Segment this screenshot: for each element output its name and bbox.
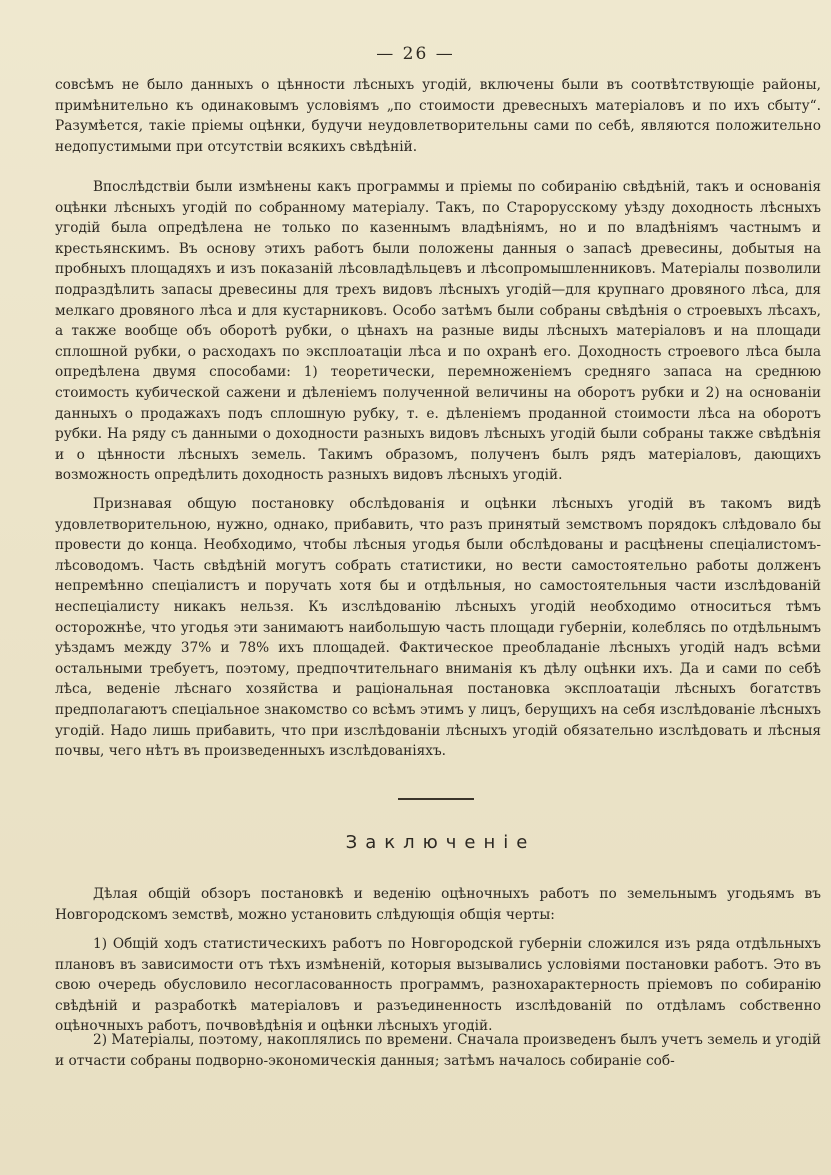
body-paragraph-1: совсѣмъ не было данныхъ о цѣнности лѣсныхъ угодій, включены были въ соотвѣтствующіе районы, примѣнительно къ одинаковымъ условіямъ „по стоимости древесныхъ матеріаловъ и по ихъ сбыту“. Разумѣется, такіе пріемы оцѣнки, будучи неудовлетворительны сами по себѣ, являются положительно недопустимыми при отсутствіи всякихъ свѣдѣній. [55,77,821,155]
conclusion-paragraph-2: 1) Общій ходъ статистическихъ работъ по Новгородской губерніи сложился изъ ряда отдѣльныхъ плановъ въ зависимости отъ тѣхъ измѣненій, которыя вызывались условіями постановки работъ. Это въ свою очередь обусловило несогласованность программъ, разнохарактерность пріемовъ по собиранію свѣдѣній и разработкѣ матеріаловъ и разъединенность изслѣдованій по отдѣламъ собственно оцѣночныхъ работъ, почвовѣдѣнія и оцѣнки лѣсныхъ угодій. [55,936,821,1035]
conclusion-paragraph-1: Дѣлая общій обзоръ постановкѣ и веденію оцѣночныхъ работъ по земельнымъ угодьямъ въ Новгородскомъ земствѣ, можно установить слѣдующія общія черты: [55,886,821,923]
section-heading: Заключеніе [345,832,536,853]
conclusion-paragraph-3: 2) Матеріалы, поэтому, накоплялись по времени. Сначала произведенъ былъ учетъ земель и угодій и отчасти собраны подворно-экономическія данныя; затѣмъ началось собираніе соб- [55,1032,821,1069]
page-number: — 26 — [376,44,455,64]
body-paragraph-2: Впослѣдствіи были измѣнены какъ программы и пріемы по собиранію свѣдѣній, такъ и основанія оцѣнки лѣсныхъ угодій по собранному матеріалу. Такъ, по Старорусскому уѣзду доходность лѣсныхъ угодій была опредѣлена не только по казеннымъ владѣніямъ, но и по владѣніямъ частнымъ и крестьянскимъ. Въ основу этихъ работъ были положены данныя о запасѣ древесины, добытыя на пробныхъ площадяхъ и изъ показаній лѣсовладѣльцевъ и лѣсопромышленниковъ. Матеріалы позволили подраздѣлить запасы древесины для трехъ видовъ лѣсныхъ угодій—для крупнаго дровяного лѣса, для мелкаго дровяного лѣса и для кустарниковъ. Особо затѣмъ были собраны свѣдѣнія о строевыхъ лѣсахъ, а также вообще объ оборотѣ рубки, о цѣнахъ на разные виды лѣсныхъ матеріаловъ и на площади сплошной рубки, о расходахъ по эксплоатаціи лѣса и по охранѣ его. Доходность строевого лѣса была опредѣлена двумя способами: 1) теоретически, перемноженіемъ средняго запаса на среднюю стоимость кубической сажени и дѣленіемъ полученной величины на оборотъ рубки и 2) на основаніи данныхъ о продажахъ подъ сплошную рубку, т. е. дѣленіемъ проданной стоимости лѣса на оборотъ рубки. На ряду съ данными о доходности разныхъ видовъ лѣсныхъ угодій были собраны также свѣдѣнія и о цѣнности лѣсныхъ земель. Такимъ образомъ, полученъ былъ рядъ матеріаловъ, дающихъ возможность опредѣлить доходность разныхъ видовъ лѣсныхъ угодій. [55,179,821,484]
body-paragraph-3: Признавая общую постановку обслѣдованія и оцѣнки лѣсныхъ угодій въ такомъ видѣ удовлетворительною, нужно, однако, прибавить, что разъ принятый земствомъ порядокъ слѣдовало бы провести до конца. Необходимо, чтобы лѣсныя угодья были обслѣдованы и расцѣнены спеціалистомъ-лѣсоводомъ. Часть свѣдѣній могутъ собрать статистики, но вести самостоятельно работы долженъ непремѣнно спеціалистъ и поручать хотя бы и отдѣльныя, но самостоятельныя части изслѣдованій неспеціалисту никакъ нельзя. Къ изслѣдованію лѣсныхъ угодій необходимо относиться тѣмъ осторожнѣе, что угодья эти занимаютъ наибольшую часть площади губерніи, колеблясь по отдѣльнымъ уѣздамъ между 37% и 78% ихъ площадей. Фактическое преобладаніе лѣсныхъ угодій надъ всѣми остальными требуетъ, поэтому, предпочтительнаго вниманія къ дѣлу оцѣнки ихъ. Да и сами по себѣ лѣса, веденіе лѣснаго хозяйства и раціональная постановка эксплоатаціи лѣсныхъ богатствъ предполагаютъ спеціальное знакомство со всѣмъ этимъ у лицъ, берущихъ на себя изслѣдованіе лѣсныхъ угодій. Надо лишь прибавить, что при изслѣдованіи лѣсныхъ угодій обязательно изслѣдовать и лѣсныя почвы, чего нѣтъ въ произведенныхъ изслѣдованіяхъ. [55,496,821,760]
section-divider [398,798,474,800]
